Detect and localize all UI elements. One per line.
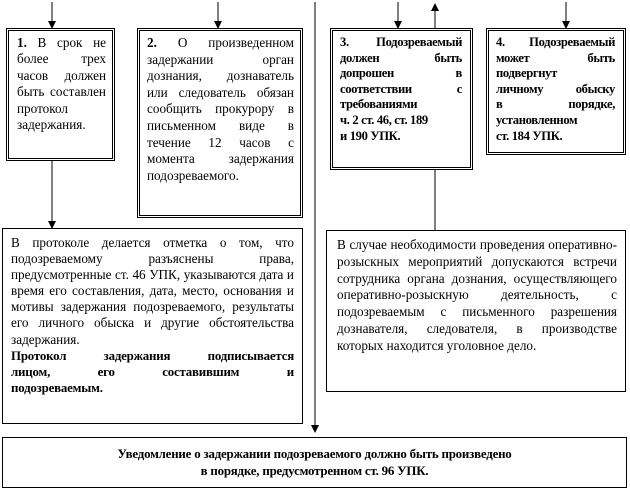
box1-number: 1.	[17, 35, 27, 50]
box7-line: Уведомление о задержании подозреваемого должно быть произведено	[117, 447, 512, 461]
box4-line: ст. 184 УПК.	[496, 128, 563, 143]
box3-line: допрошен в	[340, 66, 462, 81]
box4-line: в порядке,	[496, 97, 615, 112]
box5-bold-line: подозреваемым.	[11, 381, 103, 396]
box3-line: должен быть	[340, 50, 462, 65]
box4-line: 4. Подозреваемый	[496, 35, 615, 49]
box1-text: В срок не более трех часов должен быть составлен протокол задержания.	[17, 35, 107, 133]
box5-bold-line: Протокол задержания подписывается	[11, 348, 294, 363]
box6-text: В случае необходимости проведения оперативно-розыскных мероприятий допускаются встречи сотрудника органа дознания, осуществляющего оперативно-розыскную деятельность, с подозреваемым с письменного разрешения дознавателя, следователя, в производстве которых находится уголовное дело.	[337, 237, 617, 353]
box-step-3	[330, 28, 473, 170]
box3-line: требованиями	[340, 97, 418, 112]
box3-line: и 190 УПК.	[340, 128, 401, 143]
box2-number: 2.	[147, 35, 157, 50]
box3-line: 3. Подозреваемый	[340, 35, 462, 49]
box3-line: соответствии с	[340, 81, 462, 96]
box3-line: ч. 2 ст. 46, ст. 189	[340, 112, 428, 127]
box4-line: установленном	[496, 112, 578, 127]
box5-text: В протоколе делается отметка о том, что подозреваемому разъяснены права, предусмотренные ст. 46 УПК, указываются дата и время его составления, дата, место, основания и мотивы задержания подозреваемого, результаты его личного обыска и другие обстоятельства задержания.	[11, 235, 294, 347]
box4-line: подвергнут	[496, 66, 557, 81]
box4-line: личному обыску	[496, 81, 615, 96]
box4-line: может быть	[496, 50, 615, 65]
box-step-1	[6, 28, 115, 161]
box-step-2	[137, 28, 303, 218]
box-step-4	[486, 28, 626, 155]
box-notification	[2, 437, 627, 488]
box2-text: О произведенном задержании орган дознания, дознаватель или следователь обязан сообщить прокурору в письменном виде в течение 12 часов с момента задержания подозреваемого.	[147, 35, 294, 183]
box-operative-meetings	[326, 230, 626, 392]
box5-bold-line: лицом, его составившим и	[11, 364, 294, 379]
box-protocol-details	[2, 228, 303, 424]
box7-line: в порядке, предусмотренном ст. 96 УПК.	[200, 464, 429, 478]
